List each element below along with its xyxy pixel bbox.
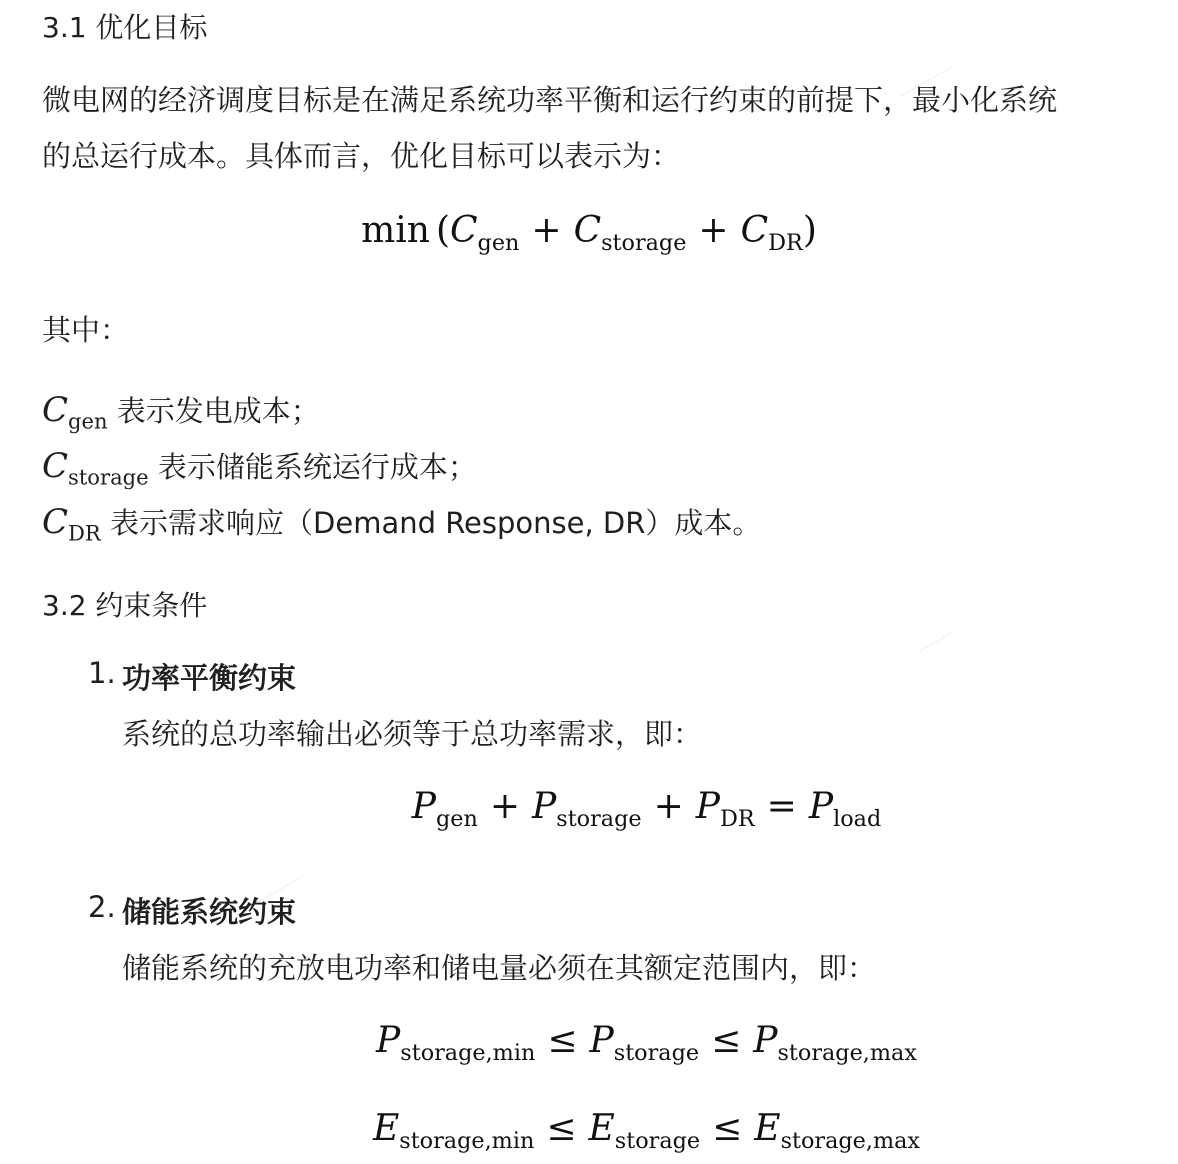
storage-energy-constraint: $E_{storage,min} \le E_{storage} \le E_{storage,max}$ (372, 1108, 921, 1154)
list-item-text: 储能系统的充放电功率和储电量必须在其额定范围内，即： (122, 951, 877, 985)
definition-symbol: $C_{gen}$ (42, 390, 108, 434)
cost-symbol: C (449, 210, 478, 251)
watermark (919, 631, 961, 664)
intro-paragraph-line: 微电网的经济调度目标是在满足系统功率平衡和运行约束的前提下，最小化系统 (42, 83, 1058, 117)
cost-symbol: C (573, 210, 602, 251)
where-label: 其中： (42, 313, 130, 347)
plus-operator: + (531, 210, 562, 251)
definition-text: 表示储能系统运行成本； (157, 450, 477, 484)
subscript-storage: storage (601, 229, 687, 256)
definition-text: 表示发电成本； (116, 394, 320, 428)
section-heading: 3.1 优化目标 (42, 11, 208, 44)
cost-symbol: C (740, 210, 769, 251)
power-balance-equation: $P_{gen} + P_{storage} + P_{DR} = P_{load}$ (411, 786, 882, 832)
plus-operator: + (698, 210, 729, 251)
subscript-gen: gen (477, 229, 520, 256)
list-item-text: 系统的总功率输出必须等于总功率需求，即： (122, 717, 703, 751)
definition-item (42, 494, 761, 561)
open-paren: ( (435, 210, 450, 251)
close-paren: ) (802, 210, 817, 251)
objective-equation (0, 210, 1178, 256)
subscript-dr: DR (768, 229, 803, 256)
list-item-title: 储能系统约束 (122, 895, 297, 929)
definition-symbol: $C_{storage}$ (42, 446, 149, 490)
min-operator: min (361, 210, 430, 251)
storage-power-constraint: $P_{storage,min} \le P_{storage} \le P_{storage,max}$ (376, 1020, 917, 1066)
list-number: 1. (88, 656, 116, 690)
list-item-title: 功率平衡约束 (122, 661, 297, 695)
definition-text: 表示需求响应（Demand Response, DR）成本。 (110, 506, 762, 540)
intro-paragraph-line: 的总运行成本。具体而言，优化目标可以表示为： (42, 139, 681, 173)
definition-symbol: $C_{DR}$ (42, 502, 101, 546)
section-heading: 3.2 约束条件 (42, 589, 208, 622)
list-number: 2. (88, 890, 116, 924)
